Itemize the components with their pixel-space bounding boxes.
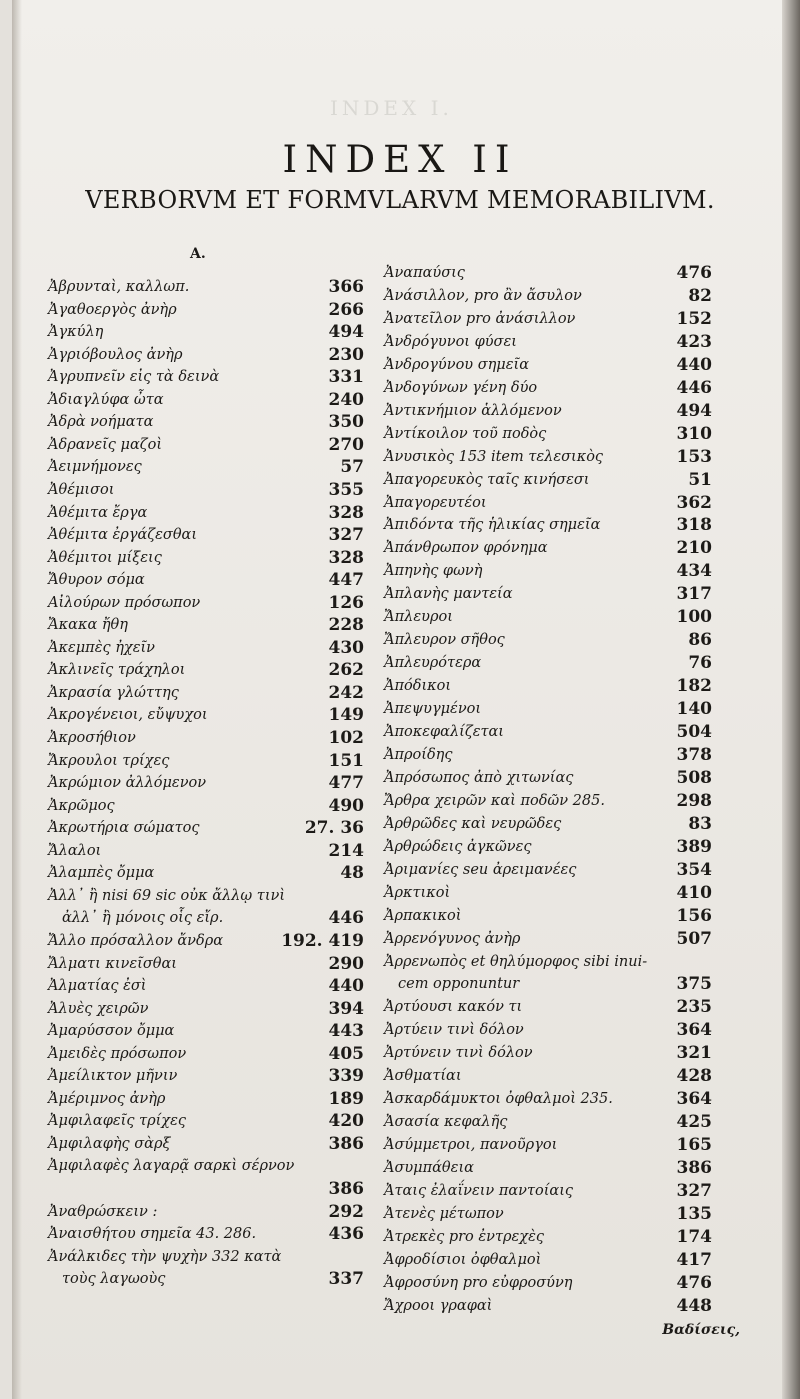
index-page-number: 494 bbox=[676, 400, 712, 421]
index-page-number: 152 bbox=[676, 308, 712, 329]
index-entry bbox=[48, 1246, 364, 1268]
index-entry bbox=[48, 1201, 364, 1223]
index-term: Ἀδρανεῖς μαζοὶ bbox=[48, 436, 163, 453]
index-page-number: 504 bbox=[676, 722, 712, 742]
index-entry bbox=[384, 1088, 712, 1110]
index-term: Ἀνάσιλλον, pro ἂν ἄσυλον bbox=[384, 287, 582, 304]
index-page-number: 151 bbox=[328, 750, 364, 771]
index-page-number: 266 bbox=[328, 299, 364, 320]
index-entry bbox=[48, 1133, 364, 1155]
index-page-number: 82 bbox=[688, 285, 712, 306]
index-term: Ἀπηνὴς φωνὴ bbox=[384, 563, 483, 580]
index-page-number: 378 bbox=[676, 744, 712, 765]
index-entry bbox=[48, 1065, 364, 1087]
index-entry bbox=[384, 1111, 712, 1133]
index-entry bbox=[384, 1134, 712, 1156]
index-term: Ἀταις ἐλαΐνειν παντοίαις bbox=[384, 1183, 574, 1199]
index-page-number: 48 bbox=[340, 863, 364, 884]
index-term: Ἀθέμιτα ἐργάζεσθαι bbox=[48, 527, 198, 544]
index-page-number: 290 bbox=[328, 953, 364, 974]
index-page-number: 448 bbox=[676, 1295, 712, 1316]
index-entry bbox=[48, 592, 364, 614]
index-entry bbox=[48, 772, 364, 794]
index-term: Ἀμφιλαφεῖς τρίχες bbox=[48, 1113, 186, 1130]
index-term: Ἀθέμιτοι μίξεις bbox=[48, 549, 162, 566]
index-entry bbox=[48, 1178, 364, 1200]
index-page-number: 494 bbox=[328, 322, 364, 343]
index-term: Ἀμαρύσσον ὄμμα bbox=[48, 1023, 175, 1040]
index-page-number: 126 bbox=[328, 592, 364, 613]
index-entry bbox=[48, 321, 364, 343]
index-term: Ἀκρασία γλώττης bbox=[48, 684, 179, 701]
index-term: Ἀκρώμιον ἀλλόμενον bbox=[48, 775, 207, 792]
index-entry bbox=[48, 1268, 364, 1290]
index-term: Ἀτρεκὲς pro ἐντρεχὲς bbox=[384, 1228, 544, 1245]
index-page-number: 240 bbox=[328, 389, 364, 410]
index-entry bbox=[384, 1295, 712, 1317]
index-term: Ἀρτύνειν τινὶ δόλον bbox=[384, 1045, 533, 1062]
index-entry bbox=[48, 456, 364, 478]
index-page-number: 362 bbox=[676, 492, 712, 513]
section-letter: A. bbox=[190, 246, 206, 262]
index-page-number: 189 bbox=[328, 1088, 364, 1109]
index-page-number: 210 bbox=[676, 538, 712, 559]
index-term: Ἀκρῶμος bbox=[48, 797, 115, 814]
index-page-number: 386 bbox=[328, 1179, 364, 1199]
index-page-number: 425 bbox=[676, 1112, 712, 1133]
index-term: Ἀναισθήτου σημεῖα 43. 286. bbox=[48, 1226, 257, 1243]
index-page-number: 446 bbox=[328, 908, 364, 929]
index-entry bbox=[384, 973, 712, 995]
index-term: Ἀπλευρότερα bbox=[384, 655, 482, 672]
index-page-number: 420 bbox=[328, 1111, 364, 1132]
index-entry bbox=[384, 1203, 712, 1225]
index-entry bbox=[384, 905, 712, 927]
index-term: Ἄκακα ἤθη bbox=[48, 617, 128, 634]
index-term: Ἀλαμπὲς ὄμμα bbox=[48, 865, 155, 882]
index-page-number: 477 bbox=[328, 773, 364, 794]
index-term: Ἀκροσήθιον bbox=[48, 730, 136, 746]
index-page-number: 507 bbox=[676, 928, 712, 949]
index-page-number: 327 bbox=[328, 525, 364, 546]
index-entry bbox=[384, 629, 712, 651]
index-entry bbox=[48, 907, 364, 929]
index-entry bbox=[48, 975, 364, 997]
index-page-number: 51 bbox=[688, 469, 712, 490]
index-page-number: 57 bbox=[340, 457, 364, 478]
index-entry bbox=[384, 1042, 712, 1064]
index-entry bbox=[384, 514, 712, 536]
index-term: Ἀλυὲς χειρῶν bbox=[48, 1000, 149, 1017]
index-page-number: 394 bbox=[328, 998, 364, 1019]
index-term: Ἀπόδικοι bbox=[384, 678, 452, 695]
index-entry bbox=[384, 331, 712, 353]
index-term: Ἄθυρον σόμα bbox=[48, 572, 145, 589]
index-term: τοὺς λαγωοὺς bbox=[62, 1271, 166, 1288]
index-entry bbox=[48, 411, 364, 433]
index-entry bbox=[48, 885, 364, 907]
index-page-number: 430 bbox=[328, 637, 364, 658]
index-term: Ἀνδρόγυνοι φύσει bbox=[384, 333, 517, 350]
index-term: ἀλλ᾽ ἢ μόνοις οἷς εἴρ. bbox=[62, 910, 224, 927]
index-entry bbox=[384, 583, 712, 605]
index-term: Ἀναθρώσκειν : bbox=[48, 1203, 158, 1220]
index-term: Ἀρκτικοὶ bbox=[384, 884, 451, 901]
index-page-number: 423 bbox=[676, 331, 712, 352]
index-page-number: 102 bbox=[328, 728, 364, 748]
index-entry bbox=[48, 366, 364, 388]
index-page-number: 476 bbox=[676, 263, 712, 283]
index-page-number: 508 bbox=[676, 767, 712, 788]
index-entry bbox=[48, 479, 364, 501]
index-page-number: 354 bbox=[676, 859, 712, 880]
index-term: Ἀναπαύσις bbox=[384, 265, 465, 281]
index-entry bbox=[48, 276, 364, 298]
index-entry bbox=[384, 652, 712, 674]
index-term: Ἀρτύουσι κακόν τι bbox=[384, 999, 523, 1016]
index-page-number: 327 bbox=[676, 1181, 712, 1201]
index-page-number: 192. 419 bbox=[281, 930, 364, 951]
index-page-number: 328 bbox=[328, 547, 364, 568]
index-term: Ἀσυμπάθεια bbox=[384, 1160, 474, 1177]
index-entry bbox=[384, 928, 712, 950]
index-entry bbox=[384, 1180, 712, 1202]
index-entry bbox=[384, 1019, 712, 1041]
index-term: Ἀμέριμνος ἀνὴρ bbox=[48, 1090, 166, 1107]
index-term: Ἀμφιλαφὲς λαγαρᾷ σαρκὶ σέρνον bbox=[48, 1158, 295, 1175]
index-page-number: 86 bbox=[688, 630, 712, 651]
index-term: Ἀδιαγλύφα ὦτα bbox=[48, 391, 164, 408]
index-page-number: 405 bbox=[328, 1043, 364, 1064]
index-term: Ἀσασία κεφαλῆς bbox=[384, 1114, 508, 1131]
index-entry bbox=[48, 862, 364, 884]
index-term: Ἀειμνήμονες bbox=[48, 459, 142, 476]
index-entry bbox=[384, 560, 712, 582]
index-page-number: 242 bbox=[328, 682, 364, 703]
index-term: Αἰλούρων πρόσωπον bbox=[48, 594, 201, 611]
index-entry bbox=[384, 951, 712, 973]
index-term: Ἀσκαρδάμυκτοι ὀφθαλμοὶ 235. bbox=[384, 1091, 613, 1108]
index-entry bbox=[384, 1065, 712, 1087]
page-subtitle: VERBORVM ET FORMVLARVM MEMORABILIVM. bbox=[85, 186, 715, 214]
index-page-number: 443 bbox=[328, 1021, 364, 1042]
index-entry bbox=[384, 996, 712, 1018]
index-page-number: 230 bbox=[328, 344, 364, 365]
index-term: Ἀθέμισοι bbox=[48, 481, 115, 498]
index-entry bbox=[384, 836, 712, 858]
index-entry bbox=[48, 1155, 364, 1177]
index-entry bbox=[384, 1226, 712, 1248]
index-page-number: 331 bbox=[328, 367, 364, 388]
index-term: cem opponuntur bbox=[398, 976, 520, 993]
index-term: Ἀγρυπνεῖν εἰς τὰ δεινὰ bbox=[48, 369, 220, 386]
index-entry bbox=[48, 524, 364, 546]
index-page-number: 440 bbox=[328, 976, 364, 997]
index-term: Ἀκρωτήρια σώματος bbox=[48, 820, 200, 837]
index-entry bbox=[48, 817, 364, 839]
index-term: Ἀκρογένειοι, εὔψυχοι bbox=[48, 707, 208, 724]
index-term: Ἀδρὰ νοήματα bbox=[48, 414, 154, 431]
index-entry bbox=[48, 795, 364, 817]
index-page-number: 321 bbox=[676, 1043, 712, 1064]
index-page-number: 386 bbox=[676, 1158, 712, 1179]
index-entry bbox=[48, 1110, 364, 1132]
bleed-through-text: INDEX I. bbox=[330, 96, 453, 120]
index-page-number: 446 bbox=[676, 377, 712, 398]
index-entry bbox=[48, 659, 364, 681]
index-entry bbox=[48, 930, 364, 952]
index-entry bbox=[48, 704, 364, 726]
index-entry bbox=[48, 750, 364, 772]
index-term: Ἀνδογύνων γένη δύο bbox=[384, 379, 538, 396]
index-page-number: 235 bbox=[676, 997, 712, 1018]
index-entry bbox=[384, 446, 712, 468]
index-term: Ἄλματι κινεῖσθαι bbox=[48, 955, 177, 972]
index-entry bbox=[384, 790, 712, 812]
index-page-number: 410 bbox=[676, 882, 712, 903]
index-term: Ἀνατεῖλον pro ἀνάσιλλον bbox=[384, 310, 576, 327]
index-page-number: 389 bbox=[676, 836, 712, 857]
index-term: Ἀνυσικὸς 153 item τελεσικὸς bbox=[384, 448, 604, 465]
index-entry bbox=[384, 859, 712, 881]
index-entry bbox=[48, 953, 364, 975]
index-entry bbox=[48, 1043, 364, 1065]
index-page-number: 317 bbox=[676, 584, 712, 605]
index-term: Ἀμείλικτον μῆνιν bbox=[48, 1068, 178, 1085]
index-entry bbox=[384, 469, 712, 491]
index-entry bbox=[384, 1249, 712, 1271]
index-term: Ἀφροσύνη pro εὐφροσύνη bbox=[384, 1274, 573, 1291]
index-term: Ἀκλινεῖς τράχηλοι bbox=[48, 662, 186, 679]
page-title: INDEX II bbox=[282, 138, 518, 181]
index-page-number: 364 bbox=[676, 1089, 712, 1110]
index-term: Ἀσύμμετροι, πανοῦργοι bbox=[384, 1137, 558, 1154]
index-term: Ἀγαθοεργὸς ἀνὴρ bbox=[48, 301, 177, 318]
index-page-number: 298 bbox=[676, 790, 712, 811]
index-entry bbox=[48, 547, 364, 569]
index-term: Ἀριμανίες seu ἀρειμανέες bbox=[384, 861, 577, 878]
index-term: Ἀπεψυγμένοι bbox=[384, 701, 482, 718]
index-page-number: 174 bbox=[676, 1226, 712, 1247]
index-term: Ἀνάλκιδες τὴν ψυχὴν 332 κατὰ bbox=[48, 1248, 282, 1265]
index-page-number: 100 bbox=[676, 607, 712, 628]
index-page-number: 292 bbox=[328, 1201, 364, 1222]
catchword: Βαδίσεις, bbox=[662, 1322, 740, 1338]
index-page-number: 428 bbox=[676, 1066, 712, 1087]
index-term: Ἄλαλοι bbox=[48, 842, 102, 859]
index-entry bbox=[48, 682, 364, 704]
index-entry bbox=[48, 727, 364, 749]
index-term: Ἀπιδόντα τῆς ἡλικίας σημεῖα bbox=[384, 517, 601, 534]
index-term: Ἀρρενωπὸς et θηλύμορφος sibi inui- bbox=[384, 953, 648, 970]
index-entry bbox=[48, 1020, 364, 1042]
index-page-number: 386 bbox=[328, 1133, 364, 1154]
index-term: Ἀρπακικοὶ bbox=[384, 907, 462, 924]
index-term: Ἀσθματίαι bbox=[384, 1068, 462, 1085]
index-entry bbox=[384, 308, 712, 330]
index-term: Ἀμειδὲς πρόσωπον bbox=[48, 1045, 187, 1062]
index-entry bbox=[384, 1272, 712, 1294]
index-page-number: 310 bbox=[676, 423, 712, 444]
index-term: Ἄχροοι γραφαὶ bbox=[384, 1297, 493, 1314]
index-term: Ἀγκύλη bbox=[48, 324, 104, 341]
index-page-number: 490 bbox=[328, 795, 364, 816]
index-entry bbox=[384, 537, 712, 559]
index-page-number: 350 bbox=[328, 412, 364, 433]
index-page-number: 228 bbox=[328, 615, 364, 636]
index-entry bbox=[384, 262, 712, 284]
index-entry bbox=[48, 998, 364, 1020]
index-entry bbox=[48, 569, 364, 591]
index-entry bbox=[48, 840, 364, 862]
index-entry bbox=[384, 813, 712, 835]
index-entry bbox=[48, 344, 364, 366]
index-entry bbox=[384, 675, 712, 697]
index-entry bbox=[384, 882, 712, 904]
index-entry bbox=[384, 377, 712, 399]
index-term: Ἀμφιλαφὴς σὰρξ bbox=[48, 1135, 171, 1152]
index-term: Ἀντίκοιλον τοῦ ποδὸς bbox=[384, 425, 547, 442]
index-page-number: 339 bbox=[328, 1066, 364, 1087]
index-term: Ἀρτύειν τινὶ δόλον bbox=[384, 1022, 524, 1039]
index-term: Ἀπάνθρωπον φρόνημα bbox=[384, 540, 548, 557]
index-term: Ἀκεμπὲς ἠχεῖν bbox=[48, 639, 155, 656]
index-term: Ἀπρόσωπος ἀπὸ χιτωνίας bbox=[384, 769, 574, 786]
index-page-number: 366 bbox=[328, 277, 364, 297]
index-page-number: 182 bbox=[676, 676, 712, 697]
index-entry bbox=[384, 400, 712, 422]
index-term: Ἄπλευροι bbox=[384, 609, 453, 626]
index-entry bbox=[384, 744, 712, 766]
index-entry bbox=[384, 354, 712, 376]
index-page-number: 165 bbox=[676, 1135, 712, 1156]
index-entry bbox=[384, 1157, 712, 1179]
index-entry bbox=[384, 606, 712, 628]
index-term: Ἀπαγορευκὸς ταῖς κινήσεσι bbox=[384, 471, 590, 488]
index-page-number: 364 bbox=[676, 1020, 712, 1041]
index-page-number: 149 bbox=[328, 705, 364, 726]
index-term: Ἀτενὲς μέτωπον bbox=[384, 1205, 504, 1222]
index-page-number: 417 bbox=[676, 1249, 712, 1270]
index-entry bbox=[384, 721, 712, 743]
index-entry bbox=[384, 492, 712, 514]
index-term: Ἀρθρῶδες καὶ νευρῶδες bbox=[384, 815, 562, 832]
index-page-number: 270 bbox=[328, 434, 364, 455]
index-entry bbox=[48, 299, 364, 321]
index-term: Ἀντικνήμιον ἁλλόμενον bbox=[384, 402, 562, 419]
index-page-number: 153 bbox=[676, 446, 712, 467]
index-page-number: 355 bbox=[328, 479, 364, 500]
index-term: Ἀλλ᾽ ἢ nisi 69 sic οὐκ ἄλλῳ τινὶ bbox=[48, 887, 286, 904]
index-term: Ἄλλο πρόσαλλον ἄνδρα bbox=[48, 932, 224, 949]
index-page-number: 27. 36 bbox=[304, 818, 364, 839]
index-term: Ἀπλανὴς μαντεία bbox=[384, 586, 513, 603]
index-term: Ἀρθρώδεις ἀγκῶνες bbox=[384, 838, 532, 855]
index-entry bbox=[48, 637, 364, 659]
index-page-number: 135 bbox=[676, 1203, 712, 1224]
index-page-number: 337 bbox=[328, 1269, 364, 1290]
index-entry bbox=[384, 698, 712, 720]
index-entry bbox=[48, 389, 364, 411]
index-page-number: 214 bbox=[328, 840, 364, 861]
index-entry bbox=[48, 434, 364, 456]
index-page-number: 76 bbox=[688, 653, 712, 674]
index-page-number: 140 bbox=[676, 699, 712, 720]
index-term: Ἄπλευρον σῆθος bbox=[384, 632, 505, 649]
index-entry bbox=[48, 502, 364, 524]
index-term: Ἀβρυνταὶ, καλλωπ. bbox=[48, 279, 190, 295]
index-term: Ἀρρενόγυνος ἀνὴρ bbox=[384, 930, 521, 947]
index-page-number: 262 bbox=[328, 660, 364, 681]
index-page-number: 434 bbox=[676, 561, 712, 582]
index-term: Ἀπαγορευτέοι bbox=[384, 494, 487, 511]
index-term: Ἀλματίας ἐσὶ bbox=[48, 978, 147, 995]
index-entry bbox=[48, 1223, 364, 1245]
index-page-number: 328 bbox=[328, 502, 364, 523]
index-term: Ἀθέμιτα ἔργα bbox=[48, 504, 148, 521]
index-term: Ἀνδρογύνου σημεῖα bbox=[384, 356, 529, 373]
index-page-number: 447 bbox=[328, 570, 364, 591]
index-page-number: 436 bbox=[328, 1224, 364, 1245]
index-page-number: 375 bbox=[676, 974, 712, 995]
index-page-number: 476 bbox=[676, 1272, 712, 1293]
index-page-number: 156 bbox=[676, 905, 712, 926]
index-entry bbox=[384, 767, 712, 789]
index-page-number: 83 bbox=[688, 813, 712, 834]
index-entry bbox=[384, 423, 712, 445]
index-term: Ἀπροίδης bbox=[384, 746, 453, 763]
index-term: Ἄκρουλοι τρίχες bbox=[48, 752, 170, 769]
index-entry bbox=[48, 614, 364, 636]
index-term: Ἀποκεφαλίζεται bbox=[384, 724, 504, 740]
index-term: Ἄρθρα χειρῶν καὶ ποδῶν 285. bbox=[384, 792, 605, 809]
index-term: Ἀφροδίσιοι ὀφθαλμοὶ bbox=[384, 1251, 542, 1268]
index-page-number: 318 bbox=[676, 515, 712, 536]
index-entry bbox=[48, 1088, 364, 1110]
index-term: Ἀγριόβουλος ἀνὴρ bbox=[48, 346, 183, 363]
index-entry bbox=[384, 285, 712, 307]
index-page-number: 440 bbox=[676, 354, 712, 375]
